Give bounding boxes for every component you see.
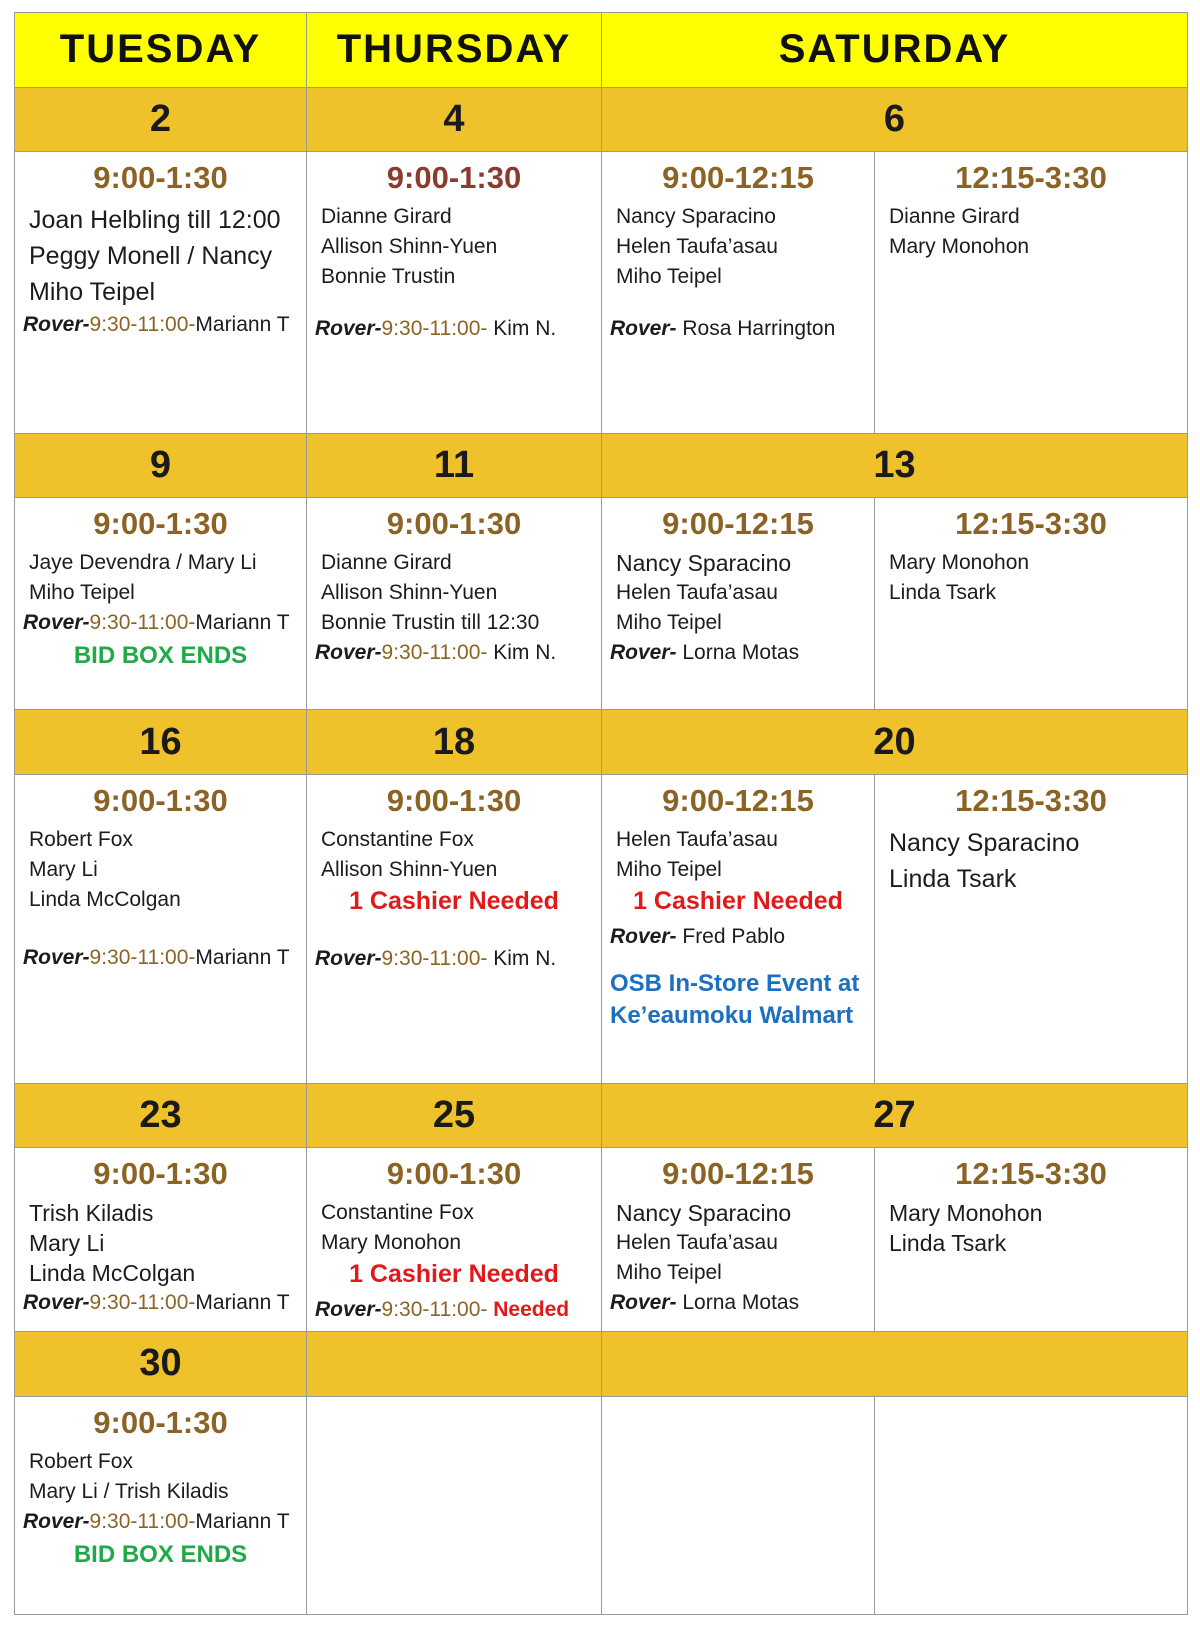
- shift-time: 9:00-1:30: [386, 1156, 522, 1192]
- shift-time: 9:00-1:30: [93, 1404, 228, 1440]
- date-cell: 11: [307, 434, 602, 498]
- rover-label: Rover-: [610, 924, 677, 948]
- volunteer-name: Peggy Monell / Nancy: [29, 241, 273, 270]
- volunteer-name: Miho Teipel: [616, 857, 722, 881]
- rover-name: Mariann T: [195, 1509, 290, 1533]
- volunteer-name: Nancy Sparacino: [889, 828, 1080, 857]
- date-row: [15, 87, 1188, 151]
- shift-cell-saturday-morning: [602, 1148, 875, 1332]
- rover-label: Rover-: [610, 641, 677, 665]
- volunteer-name: Mary Monohon: [889, 551, 1030, 575]
- volunteer-name: Mary Li: [29, 857, 98, 881]
- rover-name: Lorna Motas: [676, 1291, 800, 1315]
- shift-cell-empty: [307, 1396, 602, 1614]
- volunteer-name: Dianne Girard: [321, 551, 452, 575]
- shift-cell-tuesday: [15, 1396, 307, 1614]
- date-cell: 27: [602, 1084, 1188, 1148]
- shift-cell-saturday-morning: [602, 498, 875, 710]
- rover-time: 9:30-11:00-: [89, 945, 196, 969]
- date-cell: 4: [307, 87, 602, 151]
- date-cell: 30: [15, 1332, 307, 1396]
- volunteer-name: Mary Monohon: [321, 1231, 462, 1255]
- date-row: [15, 1332, 1188, 1396]
- rover-time: 9:30-11:00-: [89, 1509, 196, 1533]
- volunteer-name: Mary Li: [29, 1230, 105, 1257]
- day-header-tuesday: TUESDAY: [15, 13, 307, 88]
- volunteer-name: Constantine Fox: [321, 1201, 474, 1225]
- rover-time: 9:30-11:00-: [89, 611, 196, 635]
- rover-line: [15, 608, 306, 638]
- rover-label: Rover-: [23, 611, 90, 635]
- day-header-row: [15, 13, 1188, 88]
- shift-cell-thursday: [307, 498, 602, 710]
- rover-name: Mariann T: [195, 312, 290, 336]
- volunteer-name: Dianne Girard: [321, 204, 452, 228]
- volunteer-name: Miho Teipel: [29, 581, 135, 605]
- shift-cell-saturday-morning: [602, 774, 875, 1083]
- volunteer-name: Miho Teipel: [616, 264, 722, 288]
- date-row: [15, 434, 1188, 498]
- volunteer-name: Nancy Sparacino: [616, 1200, 792, 1227]
- shift-time: 9:00-1:30: [386, 782, 522, 818]
- shift-time: 9:00-12:15: [662, 1156, 814, 1192]
- rover-line: [307, 1295, 601, 1325]
- rover-name: Mariann T: [195, 945, 290, 969]
- shift-cell-tuesday: [15, 151, 307, 434]
- volunteer-name: Dianne Girard: [889, 204, 1020, 228]
- volunteer-name: Allison Shinn-Yuen: [321, 581, 498, 605]
- volunteer-name: Linda Tsark: [889, 1230, 1007, 1257]
- date-cell: 9: [15, 434, 307, 498]
- rover-line: [307, 638, 601, 668]
- volunteer-name: Nancy Sparacino: [616, 204, 776, 228]
- date-row: [15, 1084, 1188, 1148]
- date-cell: 20: [602, 710, 1188, 774]
- shift-time: 12:15-3:30: [955, 782, 1107, 818]
- bid-box-note: BID BOX ENDS: [73, 642, 248, 670]
- rover-time: 9:30-11:00-: [381, 1298, 488, 1322]
- rover-line: [307, 314, 601, 344]
- date-cell-empty: [602, 1332, 1188, 1396]
- volunteer-name: Miho Teipel: [616, 611, 722, 635]
- shift-cell-saturday-afternoon: [875, 151, 1188, 434]
- date-cell: 6: [602, 87, 1188, 151]
- event-note: OSB In-Store Event at: [610, 969, 860, 997]
- shift-time: 9:00-12:15: [662, 159, 814, 195]
- rover-label: Rover-: [610, 316, 677, 340]
- shift-time: 12:15-3:30: [955, 1156, 1107, 1192]
- rover-line: [15, 1288, 306, 1318]
- rover-line: [602, 922, 874, 952]
- rover-name: Kim N.: [487, 946, 557, 970]
- volunteer-name: Miho Teipel: [616, 1261, 722, 1285]
- rover-line: [15, 1507, 306, 1537]
- rover-label: Rover-: [23, 1509, 90, 1533]
- shift-row: [15, 498, 1188, 710]
- shift-cell-saturday-afternoon: [875, 498, 1188, 710]
- volunteer-name: Robert Fox: [29, 1449, 133, 1473]
- rover-label: Rover-: [23, 1291, 90, 1315]
- rover-label: Rover-: [315, 641, 382, 665]
- rover-label: Rover-: [315, 1298, 382, 1322]
- volunteer-name: Constantine Fox: [321, 827, 474, 851]
- day-header-thursday: THURSDAY: [307, 13, 602, 88]
- shift-time: 9:00-1:30: [93, 159, 228, 195]
- shift-row: [15, 1148, 1188, 1332]
- rover-line: [15, 943, 306, 973]
- rover-name: Lorna Motas: [676, 641, 800, 665]
- shift-time: 9:00-1:30: [386, 506, 522, 542]
- rover-line: [602, 314, 874, 344]
- volunteer-name: Linda Tsark: [889, 864, 1017, 893]
- rover-time: 9:30-11:00-: [381, 946, 488, 970]
- volunteer-name: Trish Kiladis: [29, 1200, 154, 1227]
- volunteer-name: Helen Taufa’asau: [616, 581, 778, 605]
- date-cell: 23: [15, 1084, 307, 1148]
- volunteer-name: Nancy Sparacino: [616, 550, 792, 577]
- shift-cell-tuesday: [15, 774, 307, 1083]
- shift-cell-saturday-afternoon: [875, 1148, 1188, 1332]
- rover-time: 9:30-11:00-: [89, 1291, 196, 1315]
- shift-time: 9:00-12:15: [662, 782, 814, 818]
- rover-line: [307, 944, 601, 974]
- rover-name: Rosa Harrington: [676, 316, 836, 340]
- volunteer-name: Bonnie Trustin till 12:30: [321, 611, 540, 635]
- shift-time: 9:00-1:30: [93, 506, 228, 542]
- volunteer-name: Bonnie Trustin: [321, 264, 456, 288]
- date-cell: 16: [15, 710, 307, 774]
- volunteer-name: Linda McColgan: [29, 1260, 196, 1287]
- shift-time: 9:00-1:30: [93, 1156, 228, 1192]
- shift-time: 9:00-12:15: [662, 506, 814, 542]
- shift-row: [15, 151, 1188, 434]
- rover-label: Rover-: [315, 316, 382, 340]
- shift-cell-thursday: [307, 774, 602, 1083]
- date-row: [15, 710, 1188, 774]
- schedule-table: [14, 12, 1188, 1615]
- rover-label: Rover-: [23, 945, 90, 969]
- shift-time: 9:00-1:30: [386, 159, 522, 195]
- rover-name: Mariann T: [195, 611, 290, 635]
- rover-label: Rover-: [23, 312, 90, 336]
- rover-time: 9:30-11:00-: [381, 316, 488, 340]
- volunteer-name: Mary Monohon: [889, 1200, 1043, 1227]
- rover-name: Mariann T: [195, 1291, 290, 1315]
- volunteer-name: Helen Taufa’asau: [616, 827, 778, 851]
- volunteer-name: Linda Tsark: [889, 581, 997, 605]
- rover-label: Rover-: [315, 946, 382, 970]
- rover-name: Kim N.: [487, 641, 557, 665]
- volunteer-name: Jaye Devendra / Mary Li: [29, 551, 257, 575]
- volunteer-name: Robert Fox: [29, 827, 133, 851]
- volunteer-name: Helen Taufa’asau: [616, 1231, 778, 1255]
- rover-time: 9:30-11:00-: [89, 312, 196, 336]
- event-note: Ke’eaumoku Walmart: [610, 1001, 854, 1029]
- volunteer-name: Helen Taufa’asau: [616, 234, 778, 258]
- volunteer-name: Allison Shinn-Yuen: [321, 234, 498, 258]
- rover-time: 9:30-11:00-: [381, 641, 488, 665]
- rover-line: [602, 638, 874, 668]
- rover-line: [602, 1288, 874, 1318]
- date-cell-empty: [307, 1332, 602, 1396]
- shift-row: [15, 1396, 1188, 1614]
- cashier-needed-note: 1 Cashier Needed: [633, 886, 843, 915]
- shift-cell-tuesday: [15, 498, 307, 710]
- cashier-needed-note: 1 Cashier Needed: [349, 1260, 559, 1289]
- volunteer-name: Linda McColgan: [29, 887, 181, 911]
- shift-cell-saturday-morning: [602, 151, 875, 434]
- rover-name: Fred Pablo: [676, 924, 786, 948]
- shift-cell-empty: [602, 1396, 875, 1614]
- rover-line: [15, 310, 306, 340]
- shift-cell-saturday-afternoon: [875, 774, 1188, 1083]
- day-header-saturday: SATURDAY: [602, 13, 1188, 88]
- rover-name: Needed: [487, 1298, 570, 1322]
- volunteer-name: Miho Teipel: [29, 277, 156, 306]
- volunteer-name: Joan Helbling till 12:00: [29, 205, 281, 234]
- rover-name: Kim N.: [487, 316, 557, 340]
- shift-cell-thursday: [307, 1148, 602, 1332]
- volunteer-name: Mary Monohon: [889, 234, 1030, 258]
- shift-cell-tuesday: [15, 1148, 307, 1332]
- volunteer-name: Mary Li / Trish Kiladis: [29, 1479, 229, 1503]
- shift-cell-thursday: [307, 151, 602, 434]
- rover-label: Rover-: [610, 1291, 677, 1315]
- shift-row: [15, 774, 1188, 1083]
- shift-time: 12:15-3:30: [955, 159, 1107, 195]
- date-cell: 2: [15, 87, 307, 151]
- shift-time: 9:00-1:30: [93, 782, 228, 818]
- volunteer-name: Allison Shinn-Yuen: [321, 857, 498, 881]
- bid-box-note: BID BOX ENDS: [73, 1540, 248, 1568]
- date-cell: 25: [307, 1084, 602, 1148]
- cashier-needed-note: 1 Cashier Needed: [349, 886, 559, 915]
- date-cell: 18: [307, 710, 602, 774]
- shift-cell-empty: [875, 1396, 1188, 1614]
- shift-time: 12:15-3:30: [955, 506, 1107, 542]
- date-cell: 13: [602, 434, 1188, 498]
